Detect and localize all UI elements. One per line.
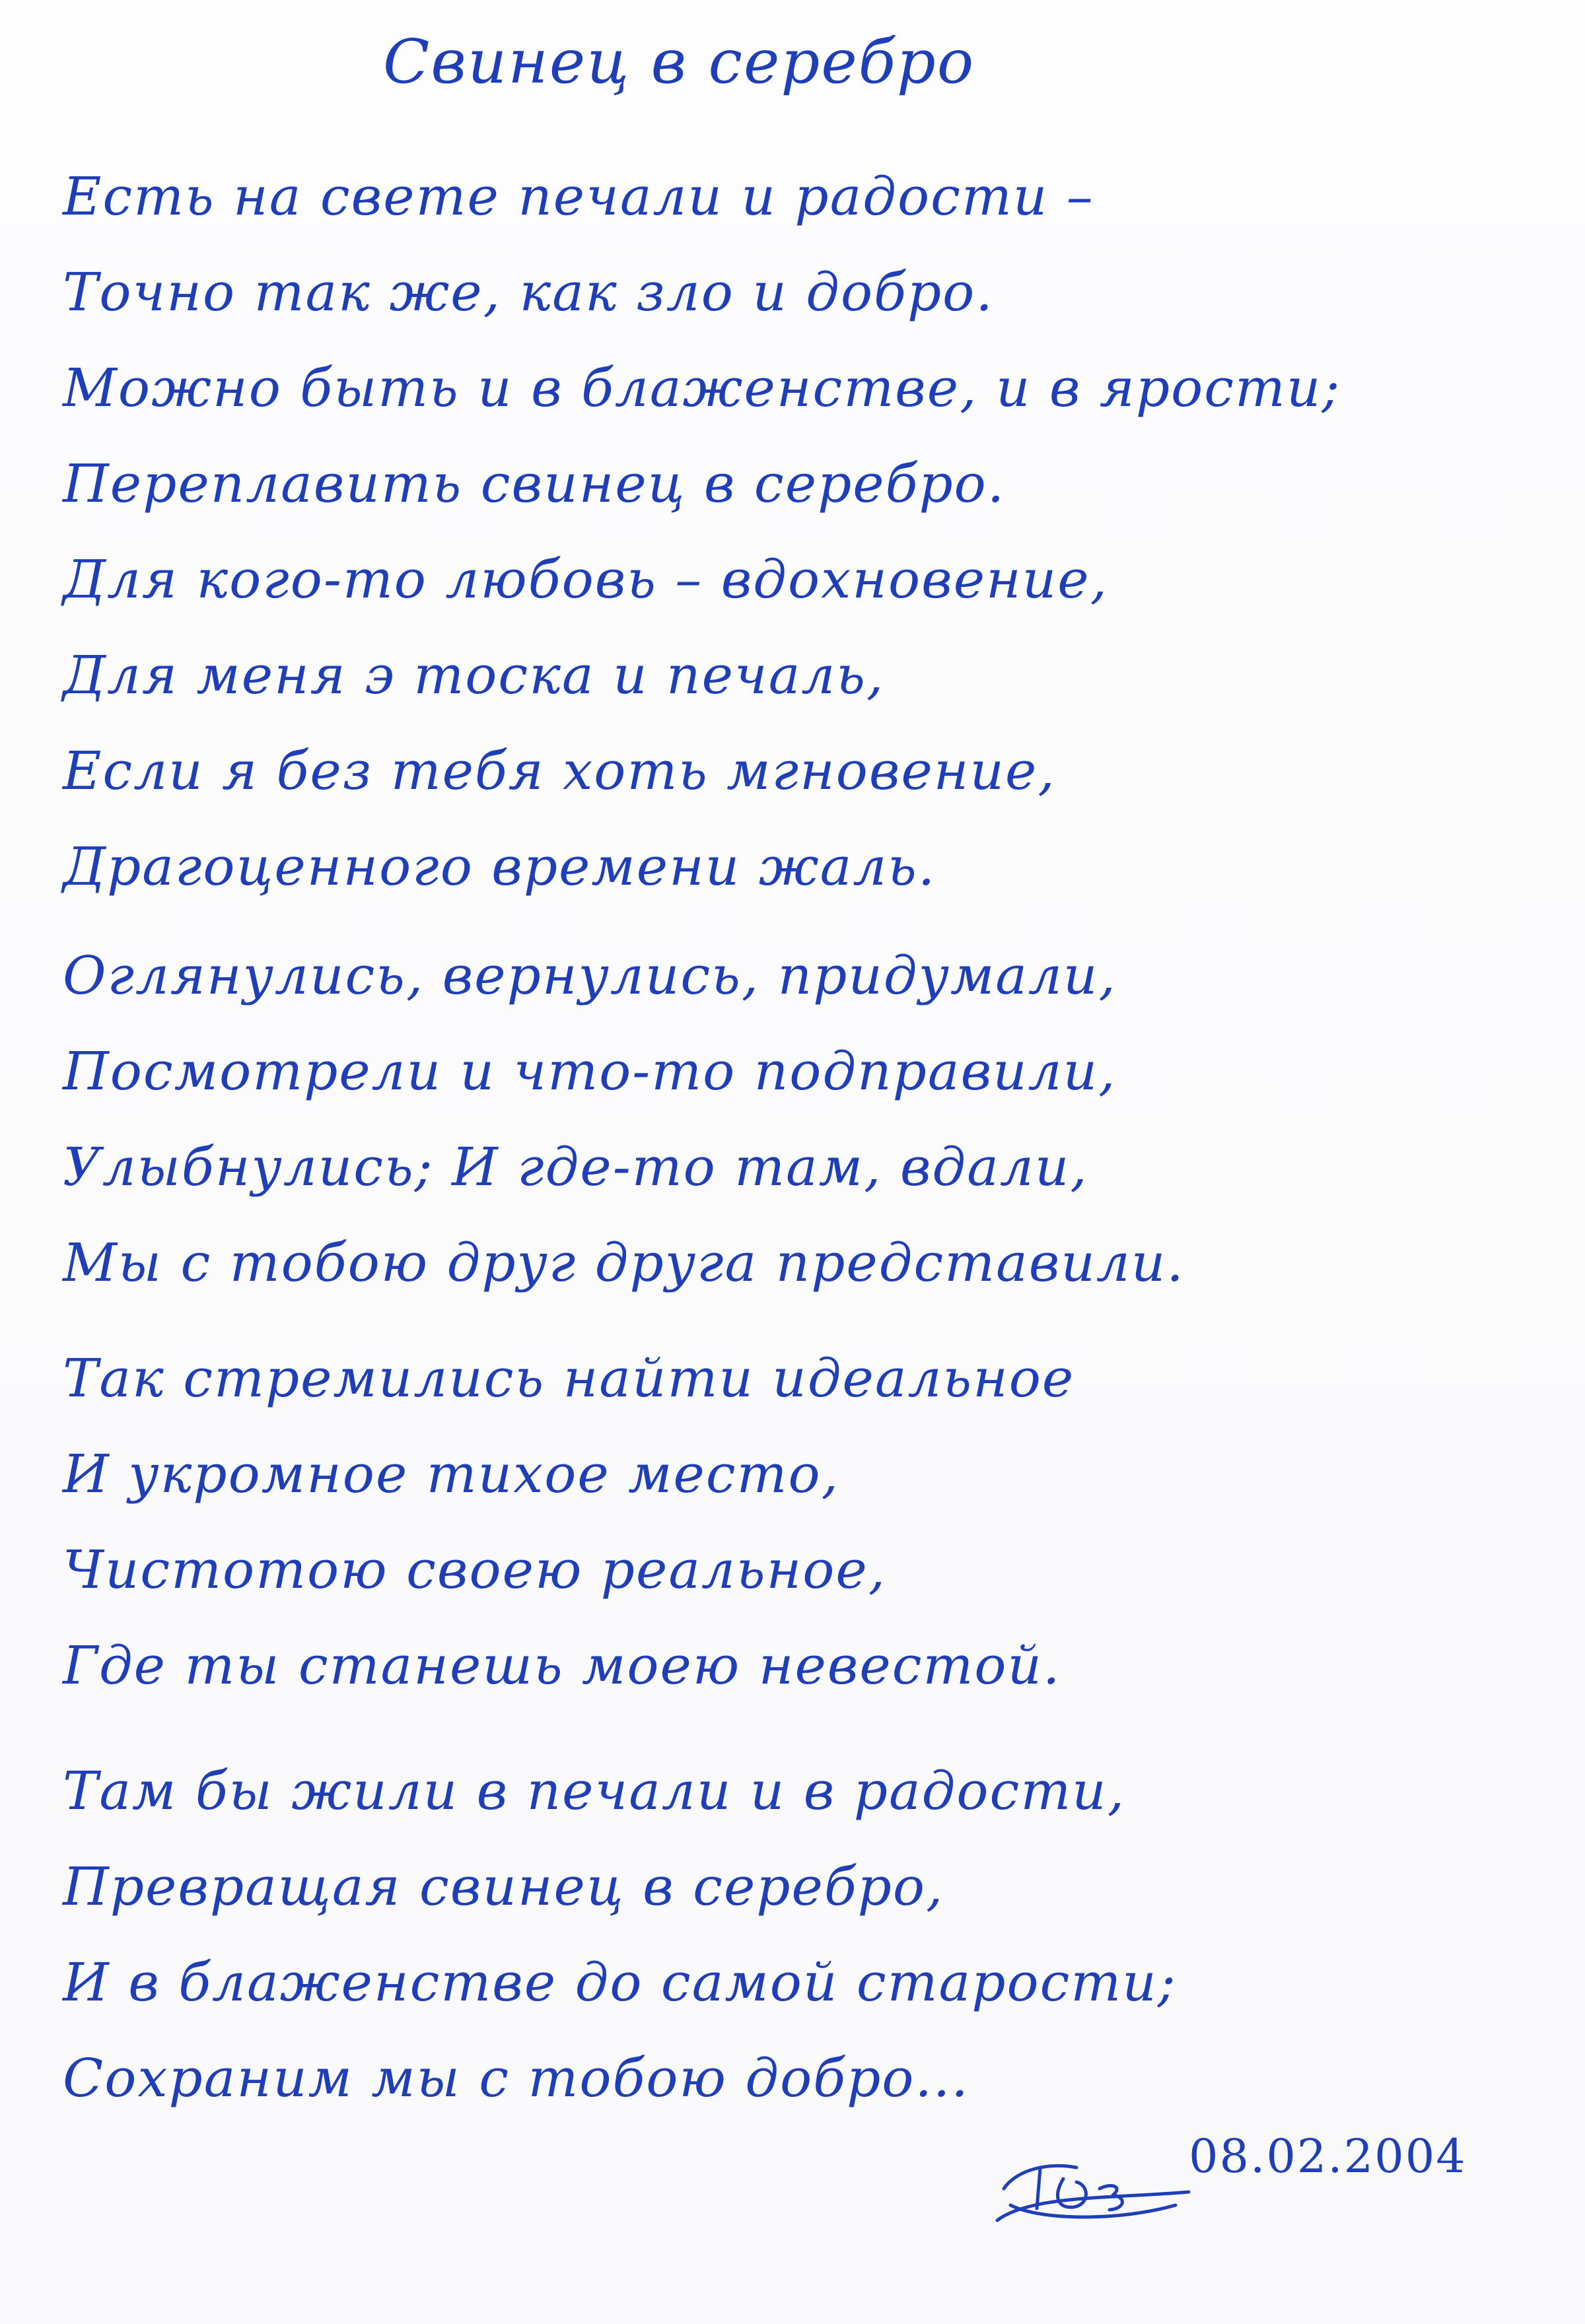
poem-title: Свинец в серебро	[383, 26, 975, 97]
poem-line: Если я без тебя хоть мгновение,	[63, 740, 1056, 802]
stanza-2	[63, 531, 1108, 914]
poem-line: Можно быть и в блаженстве, и в ярости;	[63, 357, 1341, 419]
stanza-1	[63, 149, 1341, 531]
poem-line: Переплавить свинец в серебро.	[63, 453, 1006, 514]
poem-line: Есть на свете печали и радости –	[63, 166, 1094, 227]
stanza-3	[63, 928, 1185, 1311]
poem-line: Сохраним мы с тобою добро...	[63, 2047, 969, 2109]
poem-line: Оглянулись, вернулись, придумали,	[63, 945, 1117, 1006]
poem-line: И укромное тихое место,	[63, 1443, 840, 1505]
poem-line: Драгоценного времени жаль.	[63, 836, 936, 897]
poem-line: Превращая свинец в серебро,	[63, 1856, 944, 1917]
poem-line: Где ты станешь моею невестой.	[63, 1635, 1061, 1696]
poem-line: Точно так же, как зло и добро.	[63, 261, 994, 323]
date-text: 08.02.2004	[1189, 2129, 1467, 2183]
poem-line: Чистотою своею реальное,	[63, 1539, 887, 1600]
poem-line: Посмотрели и что-то подправили,	[63, 1041, 1117, 1102]
stanza-4	[63, 1330, 1074, 1713]
poem-line: И в блаженстве до самой старости;	[63, 1952, 1177, 2013]
poem-line: Улыбнулись; И где-то там, вдали,	[63, 1136, 1088, 1198]
stanza-5	[63, 1743, 1177, 2126]
poem-line: Так стремились найти идеальное	[63, 1348, 1075, 1409]
poem-line: Мы с тобою друг друга представили.	[63, 1232, 1185, 1293]
handwritten-signature-icon	[991, 2142, 1202, 2235]
poem-line: Для кого-то любовь – вдохновение,	[63, 549, 1109, 610]
poem-line: Для меня э тоска и печаль,	[63, 644, 885, 706]
poem-line: Там бы жили в печали и в радости,	[63, 1760, 1126, 1822]
